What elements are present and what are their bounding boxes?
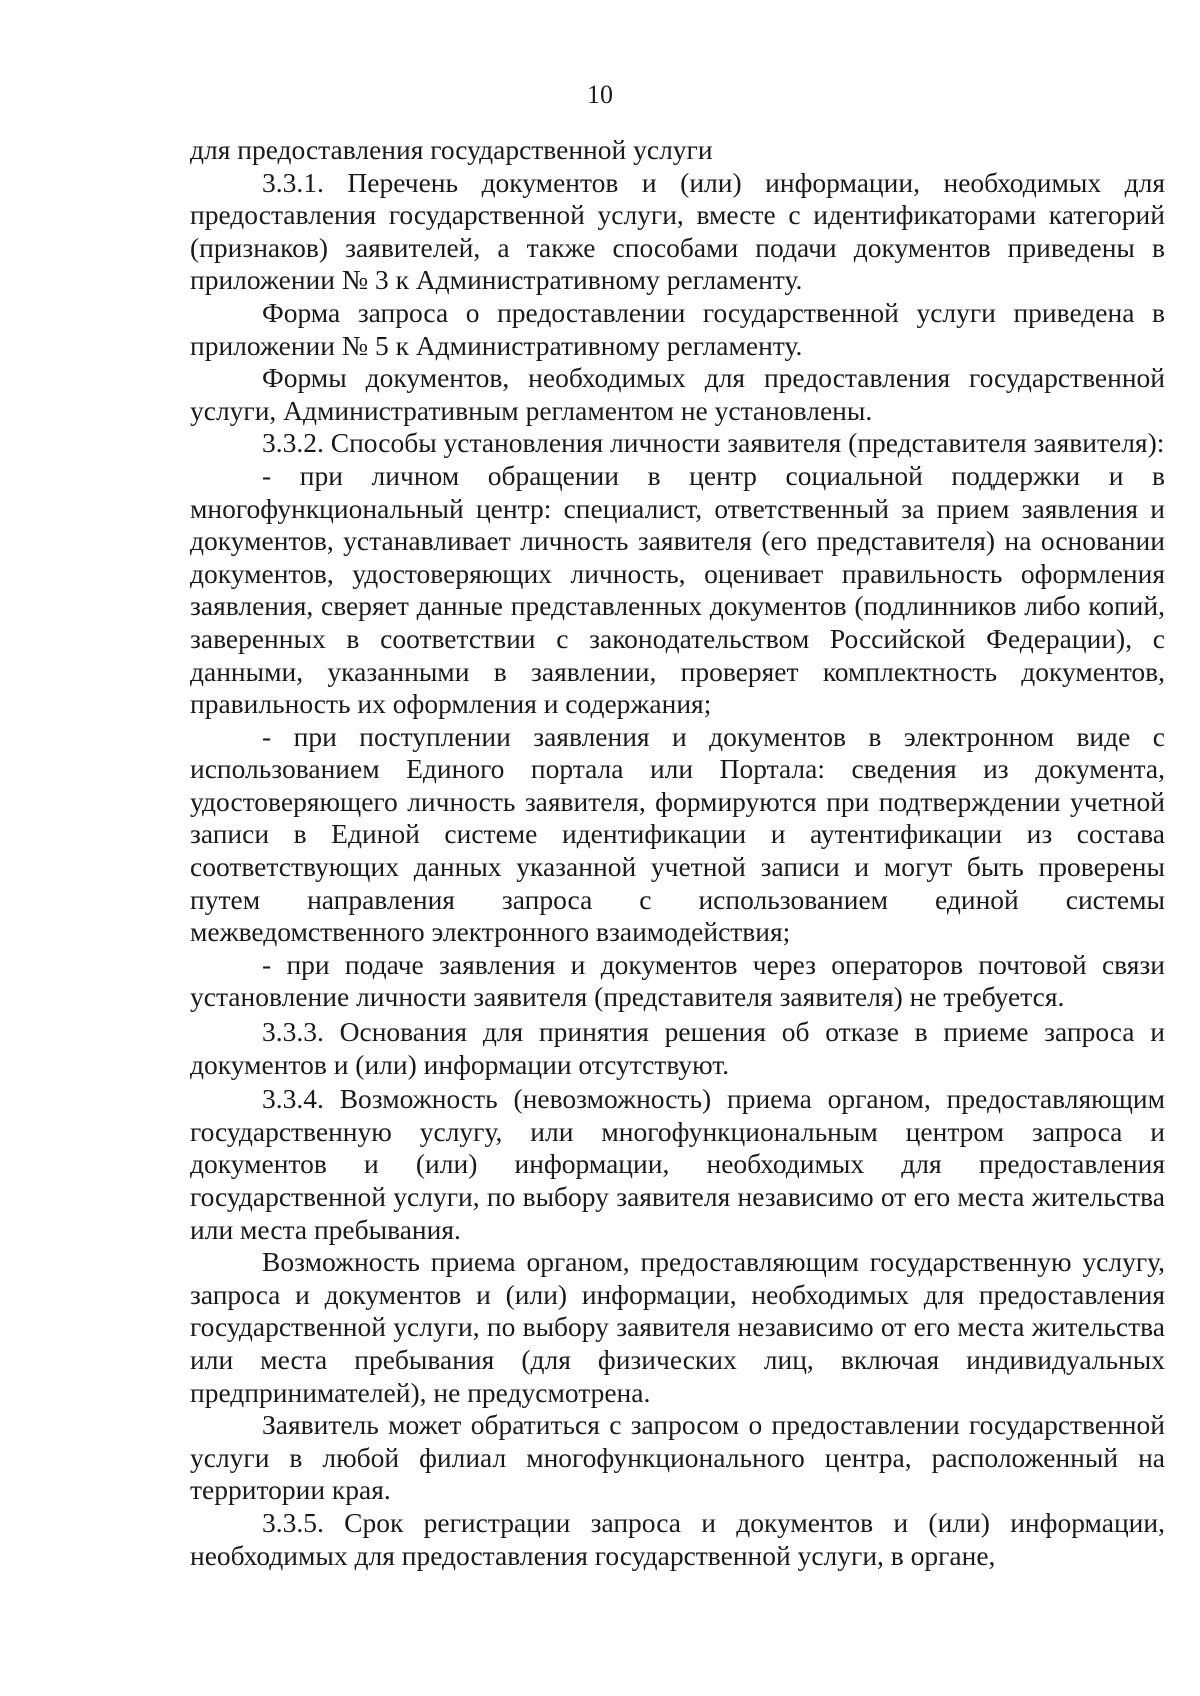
paragraph-document-forms: Формы документов, необходимых для предоставления государственной услуги, Административным регламентом не установлены.: [190, 362, 1165, 426]
paragraph-request-form: Форма запроса о предоставлении государственной услуги приведена в приложении № 5 к Административному регламенту.: [190, 296, 1165, 361]
paragraph-3-3-3: 3.3.3. Основания для принятия решения об отказе в приеме запроса и документов и (или) информации отсутствуют.: [190, 1016, 1165, 1080]
paragraph-3-3-2: 3.3.2. Способы установления личности заявителя (представителя заявителя):: [262, 427, 1165, 459]
paragraph-applicant-branch: Заявитель может обратиться с запросом о предоставлении государственной услуги в любой филиал многофункционального центра, расположенный на территории края.: [190, 1409, 1165, 1506]
paragraph-electronic-submission: - при поступлении заявления и документов в электронном виде с использованием Единого портала или Портала: сведения из документа, удостоверяющего личность заявителя, формируются при подтверждении учетной записи в Единой системе идентификации и аутентификации из состава соответствующих данных указанной учетной записи и могут быть проверены путем направления запроса с использованием единой системы межведомственного электронного взаимодействия;: [190, 720, 1165, 948]
paragraph-postal-submission: - при подаче заявления и документов через операторов почтовой связи установление личности заявителя (представителя заявителя) не требуется.: [190, 948, 1165, 1013]
paragraph-3-3-5: 3.3.5. Срок регистрации запроса и документов и (или) информации, необходимых для предоставления государственной услуги, в органе,: [190, 1506, 1165, 1571]
document-body: [190, 134, 1165, 1572]
paragraph-acceptance-possibility: Возможность приема органом, предоставляющим государственную услугу, запроса и документов и (или) информации, необходимых для предоставления государственной услуги, по выбору заявителя независимо от его места жительства или места пребывания (для физических лиц, включая индивидуальных предпринимателей), не предусмотрена.: [190, 1246, 1165, 1408]
paragraph-continuation: для предоставления государственной услуги: [190, 134, 713, 165]
paragraph-3-3-1: 3.3.1. Перечень документов и (или) информации, необходимых для предоставления государственной услуги, вместе с идентификаторами категорий (признаков) заявителей, а также способами подачи документов приведены в приложении № 3 к Административному регламенту.: [190, 166, 1165, 296]
paragraph-3-3-4: 3.3.4. Возможность (невозможность) приема органом, предоставляющим государственную услугу, или многофункциональным центром запроса и документов и (или) информации, необходимых для предоставления государственной услуги, по выбору заявителя независимо от его места жительства или места пребывания.: [190, 1083, 1165, 1245]
page-number: 10: [587, 80, 613, 109]
paragraph-personal-visit: - при личном обращении в центр социальной поддержки и в многофункциональный центр: специалист, ответственный за прием заявления и документов, устанавливает личность заявителя (его представителя) на основании документов, удостоверяющих личность, оценивает правильность оформления заявления, сверяет данные представленных документов (подлинников либо копий, заверенных в соответствии с законодательством Российской Федерации), с данными, указанными в заявлении, проверяет комплектность документов, правильность их оформления и содержания;: [190, 459, 1165, 720]
